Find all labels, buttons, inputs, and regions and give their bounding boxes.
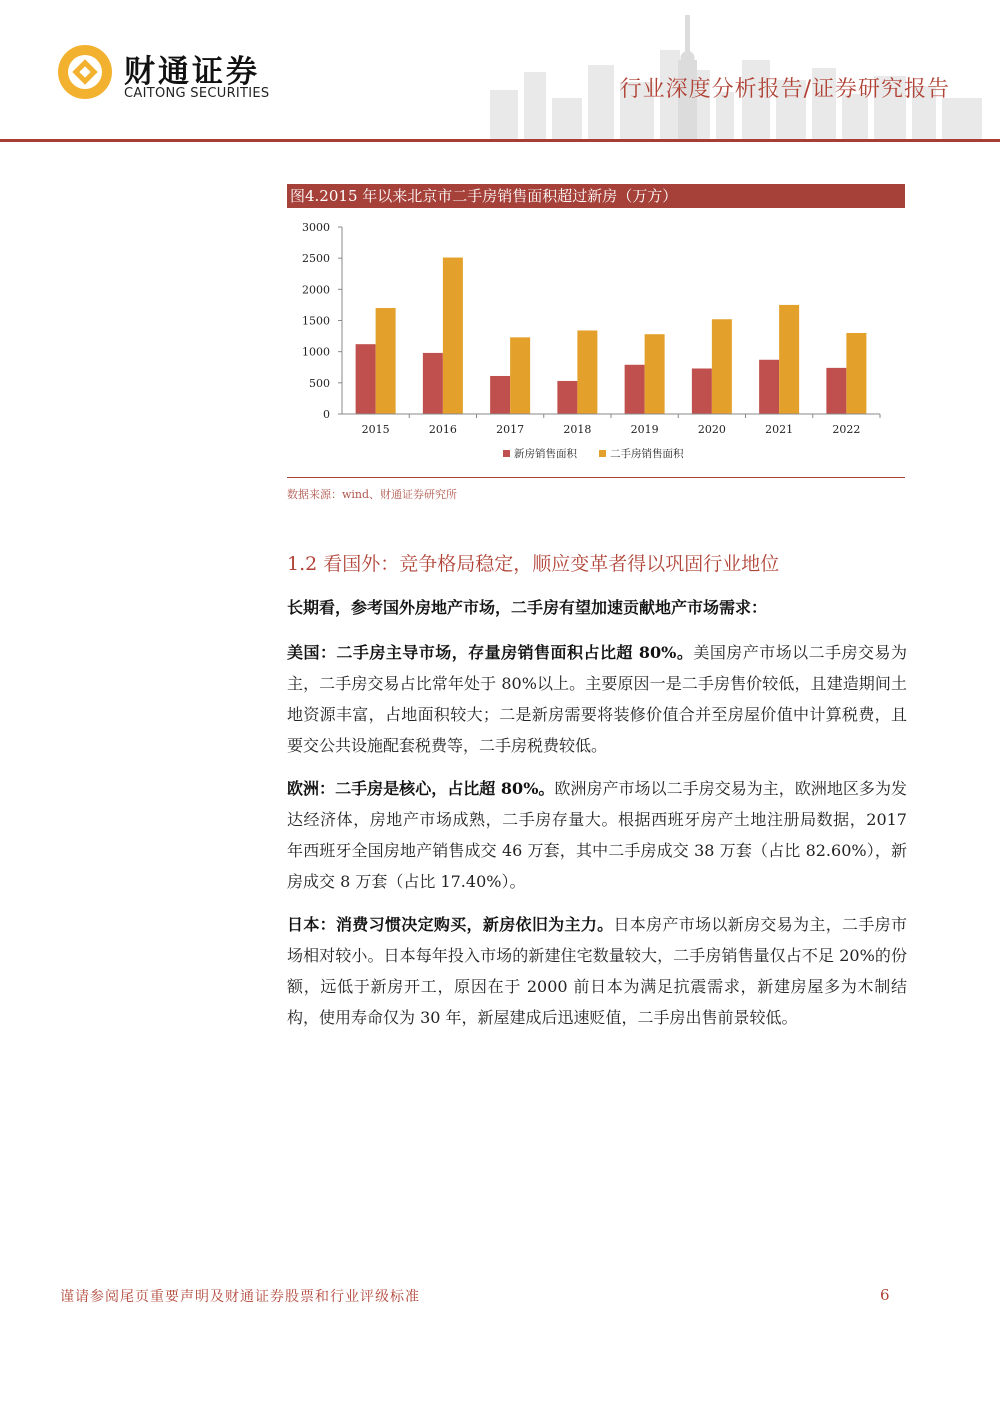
bar-second-hand-2021 [779,305,799,414]
figure-divider [287,477,905,478]
x-tick-label: 2017 [496,423,525,436]
x-axis [342,414,880,436]
y-tick-label: 3000 [302,221,330,234]
bar-second-hand-2022 [846,333,866,414]
x-tick-label: 2015 [361,423,390,436]
section-title: 1.2 看国外：竞争格局稳定，顺应变革者得以巩固行业地位 [287,553,780,575]
bar-chart [287,212,905,474]
caitong-logo-icon [55,42,115,102]
y-tick-label: 1000 [302,345,330,359]
y-tick-label: 2500 [302,252,330,266]
paragraph-japan [287,909,907,1033]
bar-second-hand-2020 [712,319,732,414]
bar-second-hand-2016 [443,258,463,414]
y-tick-label: 1500 [302,314,330,328]
paragraph-usa [287,637,907,761]
report-type-label: 行业深度分析报告/证券研究报告 [619,77,950,102]
page-number: 6 [880,1286,890,1304]
bar-new-home-2015 [356,344,376,414]
legend-swatch [503,450,510,457]
bar-new-home-2018 [557,381,577,414]
x-tick-label: 2019 [630,423,659,436]
paragraph-japan-body: 日本房产市场以新房交易为主，二手房市场相对较小。日本每年投入市场的新建住宅数量较大，二手房销售量仅占不足 20%的份额，远低于新房开工，原因在于 2000 前日本为满足抗震需求，新建房屋多为木制结构，使用寿命仅为 30 年，新屋建成后迅速贬值，二手房出售前景较低。 [287,915,907,1027]
bar-second-hand-2015 [376,308,396,414]
x-tick-label: 2021 [765,423,794,436]
bar-second-hand-2018 [577,330,597,414]
figure-title: 图4.2015 年以来北京市二手房销售面积超过新房（万方） [287,184,905,208]
y-tick-label: 500 [309,376,330,390]
bar-second-hand-2019 [645,334,665,414]
page-header [0,0,1000,145]
footer-disclaimer: 谨请参阅尾页重要声明及财通证券股票和行业评级标准 [60,1289,420,1305]
header-divider [0,139,1000,142]
bar-new-home-2019 [625,365,645,414]
bar-new-home-2020 [692,368,712,414]
paragraph-usa-lead: 美国：二手房主导市场，存量房销售面积占比超 80%。 [287,643,694,662]
bar-new-home-2021 [759,360,779,414]
chart-bars [356,258,867,414]
x-tick-label: 2022 [832,423,861,436]
legend-swatch [599,450,606,457]
y-axis [302,221,342,421]
paragraph-intro [287,592,907,623]
paragraph-japan-lead: 日本：消费习惯决定购买，新房依旧为主力。 [287,915,614,934]
paragraph-europe [287,773,907,897]
bar-second-hand-2017 [510,337,530,414]
x-tick-label: 2020 [697,423,726,436]
x-tick-label: 2016 [428,423,457,436]
paragraph-intro-text: 长期看，参考国外房地产市场，二手房有望加速贡献地产市场需求： [287,598,768,617]
paragraph-usa-body: 美国房产市场以二手房交易为主，二手房交易占比常年处于 80%以上。主要原因一是二手房售价较低，且建造期间土地资源丰富，占地面积较大；二是新房需要将装修价值合并至房屋价值中计算税费，且要交公共设施配套税费等，二手房税费较低。 [287,643,907,755]
chart-legend [503,447,684,460]
logo-english-name: CAITONG SECURITIES [124,86,270,101]
bar-new-home-2016 [423,353,443,414]
figure-source: 数据来源：wind、财通证券研究所 [287,488,458,501]
paragraph-europe-lead: 欧洲：二手房是核心，占比超 80%。 [287,779,555,798]
y-tick-label: 2000 [302,283,330,297]
legend-label: 新房销售面积 [514,448,577,460]
y-tick-label: 0 [323,408,330,421]
x-tick-label: 2018 [563,423,592,436]
bar-new-home-2022 [826,368,846,414]
bar-new-home-2017 [490,376,510,414]
legend-label: 二手房销售面积 [610,448,684,460]
logo-chinese-name: 财通证券 [124,54,260,90]
paragraph-europe-body: 欧洲房产市场以二手房交易为主，欧洲地区多为发达经济体，房地产市场成熟，二手房存量大。根据西班牙房产土地注册局数据，2017 年西班牙全国房地产销售成交 46 万套，其中二手房成交 38 万套（占比 82.60%），新房成交 8 万套（占比 17.40%）。 [287,779,907,891]
